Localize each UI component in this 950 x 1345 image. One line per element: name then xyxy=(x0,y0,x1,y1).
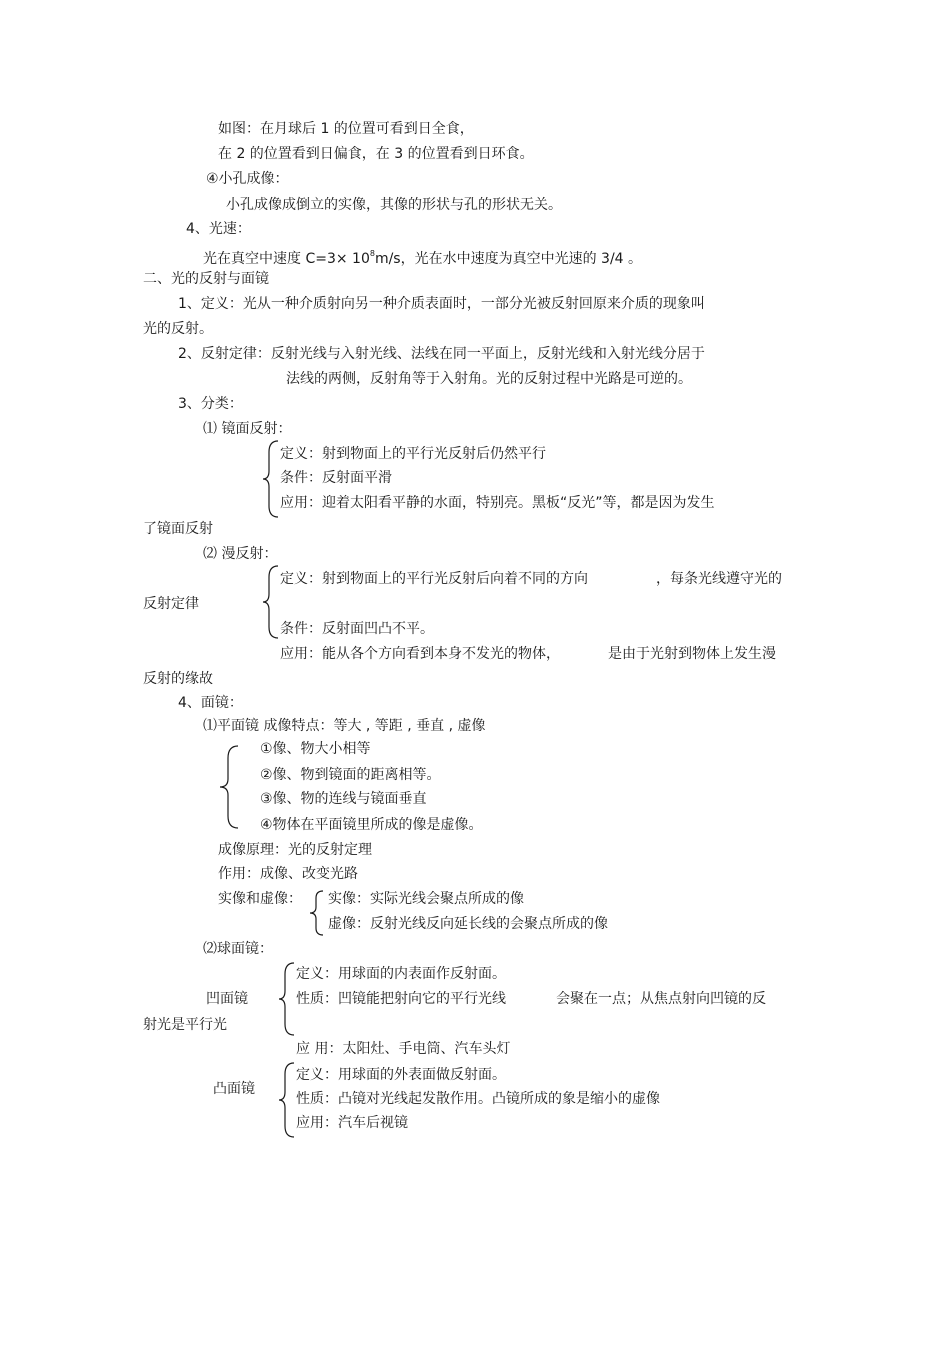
plane-feature-2: ②像、物到镜面的距离相等。 xyxy=(260,767,441,783)
convex-application: 应用：汽车后视镜 xyxy=(296,1115,408,1131)
diffuse-definition-1b: ，每条光线遵守光的 xyxy=(656,571,782,587)
plane-feature-1: ①像、物大小相等 xyxy=(260,741,371,757)
speed-text xyxy=(203,245,642,268)
plane-feature-3: ③像、物的连线与镜面垂直 xyxy=(260,791,427,807)
speed-text-b: m/s，光在水中速度为真空中光速的 3/4 。 xyxy=(374,251,643,267)
diffuse-application-2: 反射的缘故 xyxy=(143,671,213,687)
concave-property-1b: 会聚在一点；从焦点射向凹镜的反 xyxy=(556,991,766,1007)
mirrors-heading: 4、面镜： xyxy=(178,695,243,711)
diffuse-application-1a: 应用：能从各个方向看到本身不发光的物体， xyxy=(280,646,560,662)
concave-application: 应 用：太阳灶、手电筒、汽车头灯 xyxy=(296,1041,511,1057)
specular-definition: 定义：射到物面上的平行光反射后仍然平行 xyxy=(280,446,546,462)
diffuse-heading: ⑵ 漫反射： xyxy=(203,546,278,562)
convex-label: 凸面镜 xyxy=(213,1081,255,1097)
diffuse-condition: 条件：反射面凹凸不平。 xyxy=(280,621,434,637)
pinhole-text: 小孔成像成倒立的实像，其像的形状与孔的形状无关。 xyxy=(226,197,562,213)
definition-line-1: 1、定义：光从一种介质射向另一种介质表面时，一部分光被反射回原来介质的现象叫 xyxy=(178,296,705,312)
concave-brace xyxy=(278,962,298,1036)
pinhole-heading: ④小孔成像： xyxy=(206,171,289,187)
specular-condition: 条件：反射面平滑 xyxy=(280,470,392,486)
concave-property-2: 射光是平行光 xyxy=(143,1017,227,1033)
real-virtual-label: 实像和虚像： xyxy=(218,891,302,907)
plane-feature-4: ④物体在平面镜里所成的像是虚像。 xyxy=(260,817,483,833)
imaging-principle: 成像原理：光的反射定理 xyxy=(218,842,372,858)
classify-heading: 3、分类： xyxy=(178,396,243,412)
specular-heading: ⑴ 镜面反射： xyxy=(203,421,292,437)
speed-text-a: 光在真空中速度 C=3× 10 xyxy=(203,251,370,267)
eclipse-line-1: 如图：在月球后 1 的位置可看到日全食， xyxy=(218,121,474,137)
concave-label: 凹面镜 xyxy=(206,991,248,1007)
convex-brace xyxy=(278,1062,298,1138)
law-line-2: 法线的两侧，反射角等于入射角。光的反射过程中光路是可逆的。 xyxy=(286,371,692,387)
diffuse-brace xyxy=(262,565,282,639)
diffuse-definition-2: 反射定律 xyxy=(143,596,199,612)
speed-exponent: 8 xyxy=(369,249,375,258)
specular-brace xyxy=(262,440,282,518)
speed-heading: 4、光速： xyxy=(186,221,251,237)
real-image: 实像：实际光线会聚点所成的像 xyxy=(328,891,524,907)
eclipse-line-2: 在 2 的位置看到日偏食，在 3 的位置看到日环食。 xyxy=(218,146,534,162)
plane-mirror-brace xyxy=(218,745,242,829)
concave-definition: 定义：用球面的内表面作反射面。 xyxy=(296,966,506,982)
law-line-1: 2、反射定律：反射光线与入射光线、法线在同一平面上，反射光线和入射光线分居于 xyxy=(178,346,705,362)
section-title: 二、光的反射与面镜 xyxy=(143,271,269,287)
convex-definition: 定义：用球面的外表面做反射面。 xyxy=(296,1067,506,1083)
mirror-function: 作用：成像、改变光路 xyxy=(218,866,358,882)
diffuse-application-1b: 是由于光射到物体上发生漫 xyxy=(608,646,776,662)
plane-mirror-heading: ⑴平面镜 成像特点：等大 , 等距 , 垂直 , 虚像 xyxy=(203,718,486,734)
specular-application-2: 了镜面反射 xyxy=(143,521,213,537)
spherical-mirror-heading: ⑵球面镜： xyxy=(203,941,273,957)
definition-line-2: 光的反射。 xyxy=(143,321,213,337)
virtual-image: 虚像：反射光线反向延长线的会聚点所成的像 xyxy=(328,916,608,932)
concave-property-1a: 性质：凹镜能把射向它的平行光线 xyxy=(296,991,506,1007)
diffuse-definition-1a: 定义：射到物面上的平行光反射后向着不同的方向 xyxy=(280,571,588,587)
convex-property: 性质：凸镜对光线起发散作用。凸镜所成的象是缩小的虚像 xyxy=(296,1091,660,1107)
specular-application-1: 应用：迎着太阳看平静的水面，特别亮。黑板“反光”等，都是因为发生 xyxy=(280,495,715,511)
real-virtual-brace xyxy=(308,890,326,936)
